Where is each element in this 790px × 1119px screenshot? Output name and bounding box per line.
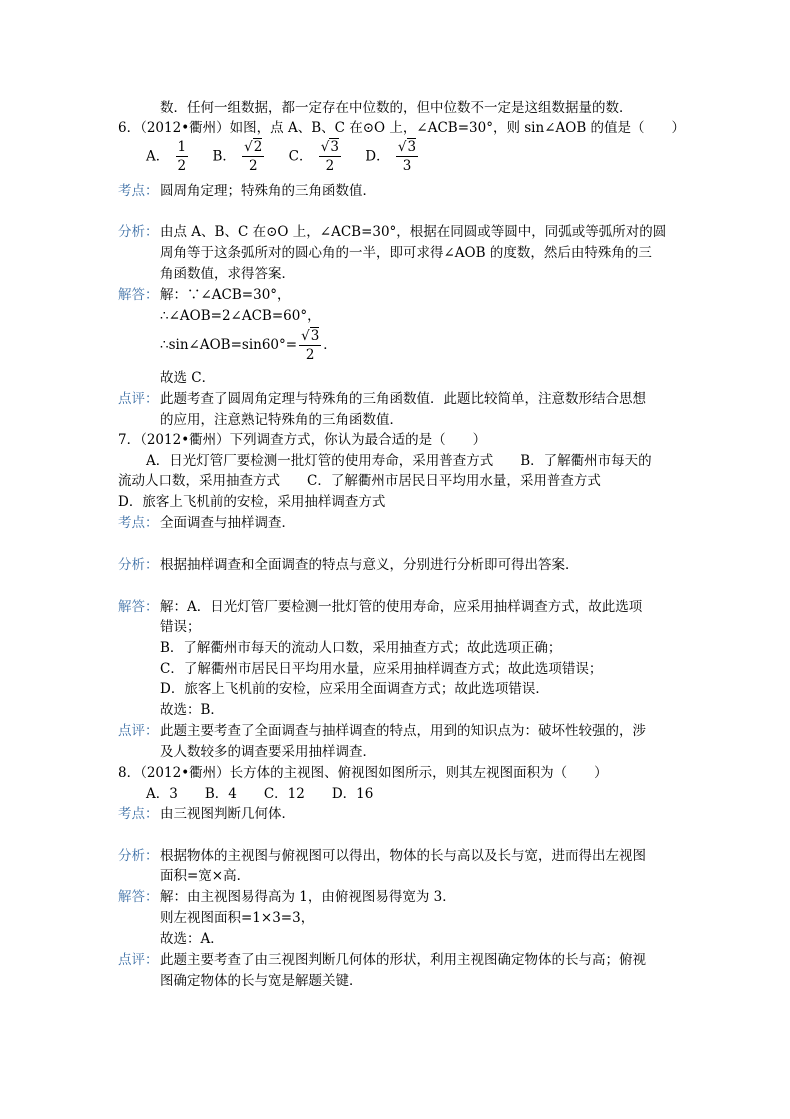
numerator [299,327,321,346]
radicand: 3 [407,139,417,155]
numerator [396,138,418,157]
q6-jieda-1: 解：∵∠ACB=30°， [160,287,291,303]
jieda-label: 解答： [118,287,159,303]
q6-kaodian: 圆周角定理；特殊角的三角函数值． [160,183,376,199]
numerator: 1 [177,139,187,155]
q6-fenxi-1: 由点 A、B、C 在⊙O 上，∠ACB=30°，根据在同圆或等圆中，同弧或等弧所对的圆 [160,224,667,240]
q8-jieda-3: 故选：A． [160,931,224,947]
sqrt-icon: √ [301,328,310,344]
denominator: 2 [248,158,258,174]
period: ． [323,337,337,353]
q6-jieda-2: ∴∠AOB=2∠ACB=60°， [160,308,321,324]
q6-jieda-3 [160,327,337,364]
option-letter: A． [146,148,170,165]
q7-jieda-3: B．了解衢州市每天的流动人口数，采用抽查方式；故此选项正确； [160,640,562,656]
q8-dianping-2: 图确定物体的长与宽是解题关键． [160,973,363,989]
dianping-label: 点评： [118,391,159,407]
option-letter: B． [212,148,236,165]
fenxi-label: 分析： [118,848,159,864]
q6-option-b [212,138,266,175]
q8-fenxi-1: 根据物体的主视图与俯视图可以得出，物体的长与高以及长与宽，进而得出左视图 [160,848,646,864]
q6-option-c [289,138,343,175]
q6-jieda-4: 故选 C． [160,370,216,386]
numerator [319,138,341,157]
kaodian-label: 考点： [118,515,159,531]
q7-kaodian: 全面调查与抽样调查． [160,515,295,531]
text-line: 数．任何一组数据，都一定存在中位数的，但中位数不一定是这组数据量的数． [160,100,633,116]
dianping-label: 点评： [118,723,159,739]
q7-fenxi: 根据抽样调查和全面调查的特点与意义，分别进行分析即可得出答案． [160,557,579,573]
fraction [176,138,189,175]
q7-dianping-1: 此题主要考查了全面调查与抽样调查的特点，用到的知识点为：破坏性较强的，涉 [160,723,646,739]
dianping-label: 点评： [118,952,159,968]
question-7: 7．（2012•衢州）下列调查方式，你认为最合适的是（ ） [118,432,487,448]
question-6: 6．（2012•衢州）如图，点 A、B、C 在⊙O 上，∠ACB=30°，则 sin∠AOB 的值是（ ） [118,120,686,136]
q8-fenxi-2: 面积=宽×高． [160,868,251,884]
q7-jieda-1: 解：A．日光灯管厂要检测一批灯管的使用寿命，应采用抽样调查方式，故此选项 [160,599,643,615]
fraction [299,327,321,364]
denominator: 3 [402,158,412,174]
q7-options-1: A．日光灯管厂要检测一批灯管的使用寿命，采用普查方式 B．了解衢州市每天的 [146,453,652,469]
jieda-label: 解答： [118,599,159,615]
kaodian-label: 考点： [118,183,159,199]
q8-jieda-2: 则左视图面积=1×3=3， [160,910,315,926]
option-letter: C． [288,148,313,165]
radicand: 3 [330,139,339,155]
q6-option-a [146,138,190,175]
numerator [242,138,264,157]
q8-dianping-1: 此题主要考查了由三视图判断几何体的形状，利用主视图确定物体的长与高；俯视 [160,952,646,968]
q7-jieda-2: 错误； [160,619,201,635]
q7-jieda-4: C．了解衢州市居民日平均用水量，应采用抽样调查方式；故此选项错误； [160,661,603,677]
kaodian-label: 考点： [118,806,159,822]
fraction [319,138,341,175]
q8-jieda-1: 解：由主视图易得高为 1，由俯视图易得宽为 3． [160,889,456,905]
q6-fenxi-3: 角函数值，求得答案． [160,266,295,282]
denominator: 2 [305,347,315,363]
sqrt-icon: √ [320,139,330,155]
q8-kaodian: 由三视图判断几何体． [160,806,295,822]
q7-dianping-2: 及人数较多的调查要采用抽样调查． [160,744,376,760]
radicand: 3 [310,328,320,344]
fenxi-label: 分析： [118,557,159,573]
q6-option-d [365,138,420,175]
q7-options-2: 流动人口数，采用抽查方式 C．了解衢州市居民日平均用水量，采用普查方式 [118,473,601,489]
fraction [396,138,418,175]
jieda-label: 解答： [118,889,159,905]
question-8: 8．（2012•衢州）长方体的主视图、俯视图如图所示，则其左视图面积为（ ） [118,765,608,781]
denominator: 2 [325,158,335,174]
q7-jieda-6: 故选：B． [160,702,224,718]
q7-options-3: D．旅客上飞机前的安检，采用抽样调查方式 [118,494,386,510]
q6-dianping-1: 此题考查了圆周角定理与特殊角的三角函数值．此题比较简单，注意数形结合思想 [160,391,646,407]
q6-options [146,138,438,175]
fraction [242,138,264,175]
q6-dianping-2: 的应用，注意熟记特殊角的三角函数值． [160,412,403,428]
sqrt-icon: √ [397,139,407,155]
option-letter: D． [365,148,390,165]
fenxi-label: 分析： [118,224,159,240]
sqrt-icon: √ [244,139,253,155]
denominator: 2 [177,158,187,174]
q7-jieda-5: D．旅客上飞机前的安检，应采用全面调查方式；故此选项错误． [160,681,549,697]
q8-options: A．3 B．4 C．12 D．16 [146,786,374,802]
radicand: 2 [253,139,263,155]
equation-text: ∴sin∠AOB=sin60°= [160,337,298,353]
q6-fenxi-2: 周角等于这条弧所对的圆心角的一半，即可求得∠AOB 的度数，然后由特殊角的三 [160,245,652,261]
